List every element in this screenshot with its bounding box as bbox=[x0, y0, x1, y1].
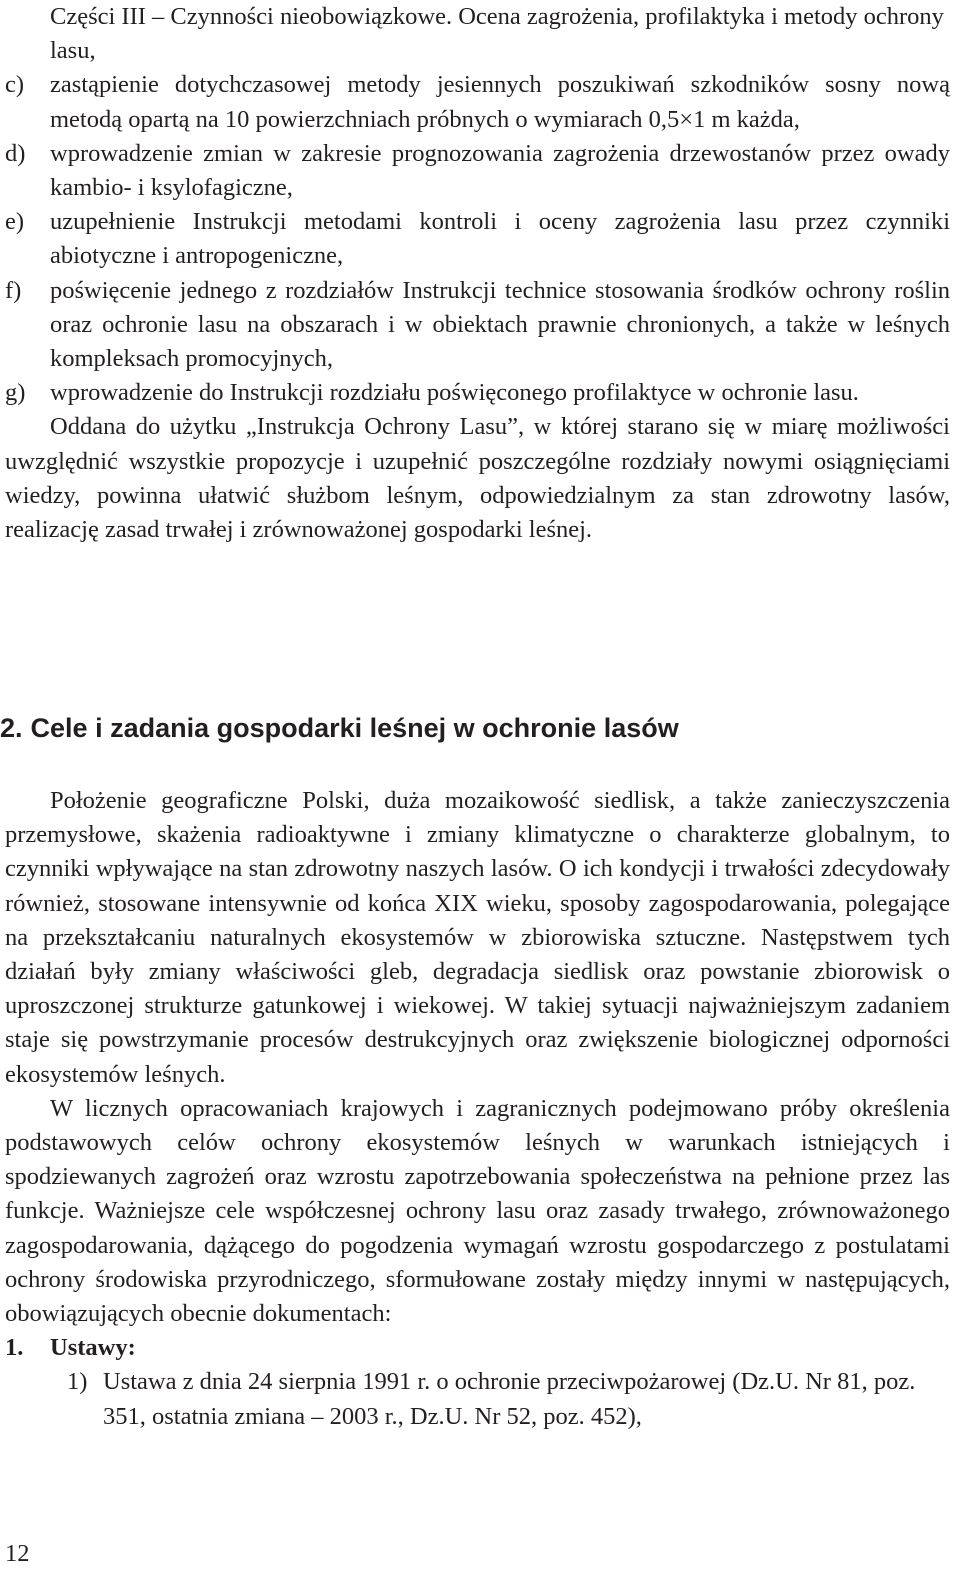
list-item-f bbox=[5, 274, 950, 377]
list-label: Ustawy: bbox=[50, 1334, 136, 1362]
document-page-top bbox=[5, 0, 950, 547]
list-marker: f) bbox=[5, 276, 22, 304]
list-marker: e) bbox=[5, 208, 25, 236]
list-item-e bbox=[5, 205, 950, 273]
body-paragraph: W licznych opracowaniach krajowych i zagranicznych podejmowano próby określenia podstawowych celów ochrony ekosystemów leśnych w warunkach istniejących i spodziewanych zagrożeń oraz wzrostu zapotrzebowania społeczeństwa na pełnione przez las funkcje. Ważniejsze cele współczesnej ochrony lasu oraz zasady trwałego, zrównoważonego zagospodarowania, dążącego do pogodzenia wymagań wzrostu gospodarczego z postulatami ochrony środowiska przyrodniczego, sformułowane zostały między innymi w następujących, obowiązujących obecnie dokumentach: bbox=[5, 1094, 950, 1328]
section-heading bbox=[0, 710, 679, 746]
list-item-text: uzupełnienie Instrukcji metodami kontroli i oceny zagrożenia lasu przez czynniki abiotyczne i antropogeniczne, bbox=[50, 208, 950, 270]
list-marker: d) bbox=[5, 139, 26, 167]
list-item-text: wprowadzenie zmian w zakresie prognozowania zagrożenia drzewostanów przez owady kambio- i ksylofagiczne, bbox=[50, 139, 950, 202]
list-item-text: zastąpienie dotychczasowej metody jesiennych poszukiwań szkodników sosny nową metodą opartą na 10 powierzchniach próbnych o wymiarach 0,5×1 m każda, bbox=[50, 71, 950, 133]
list-marker: g) bbox=[5, 379, 26, 407]
list-item-text: wprowadzenie do Instrukcji rozdziału poświęconego profilaktyce w ochronie lasu. bbox=[50, 379, 859, 407]
sub-list-item bbox=[5, 1365, 950, 1433]
list-item-text: Ustawa z dnia 24 sierpnia 1991 r. o ochronie przeciwpożarowej (Dz.U. Nr 81, poz. 351, ostatnia zmiana – 2003 r., Dz.U. Nr 52, poz. 452), bbox=[103, 1368, 916, 1430]
section-body bbox=[5, 784, 950, 1434]
closing-paragraph: Oddana do użytku „Instrukcja Ochrony Lasu”, w której starano się w miarę możliwości uwzględnić wszystkie propozycje i uzupełnić poszczególne rozdziały nowymi osiągnięciami wiedzy, powinna ułatwić służbom leśnym, odpowiedzialnym za stan zdrowotny lasów, realizację zasad trwałej i zrównoważonej gospodarki leśnej. bbox=[5, 413, 950, 544]
list-item-d bbox=[5, 137, 950, 205]
section-number: 2. bbox=[0, 713, 23, 743]
list-marker: 1. bbox=[5, 1334, 24, 1362]
body-paragraph: Położenie geograficzne Polski, duża mozaikowość siedlisk, a także zanieczyszczenia przemysłowe, skażenia radioaktywne i zmiany klimatyczne o charakterze globalnym, to czynniki wpływające na stan zdrowotny naszych lasów. O ich kondycji i trwałości zdecydowały również, stosowane intensywnie od końca XIX wieku, sposoby zagospodarowania, polegające na przekształcaniu naturalnych ekosystemów w zbiorowiska sztuczne. Następstwem tych działań były zmiany właściwości gleb, degradacja siedlisk oraz powstanie zbiorowisk o uproszczonej strukturze gatunkowej i wiekowej. W takiej sytuacji najważniejszym zadaniem staje się powstrzymanie procesów destrukcyjnych oraz zwiększenie biologicznej odporności ekosystemów leśnych. bbox=[5, 787, 950, 1088]
list-marker: 1) bbox=[67, 1368, 88, 1396]
list-item-g bbox=[5, 376, 950, 410]
list-item-continuation: Części III – Czynności nieobowiązkowe. Ocena zagrożenia, profilaktyka i metody ochrony lasu, bbox=[50, 3, 944, 65]
list-marker: c) bbox=[5, 71, 25, 99]
list-item-text: poświęcenie jednego z rozdziałów Instrukcji technice stosowania środków ochrony roślin oraz ochronie lasu na obszarach i w obiektach prawnie chronionych, a także w leśnych kompleksach promocyjnych, bbox=[50, 276, 950, 373]
page-number: 12 bbox=[5, 1540, 30, 1567]
numbered-list-heading bbox=[5, 1331, 950, 1365]
list-item-c bbox=[5, 68, 950, 136]
section-title: Cele i zadania gospodarki leśnej w ochronie lasów bbox=[30, 713, 679, 743]
